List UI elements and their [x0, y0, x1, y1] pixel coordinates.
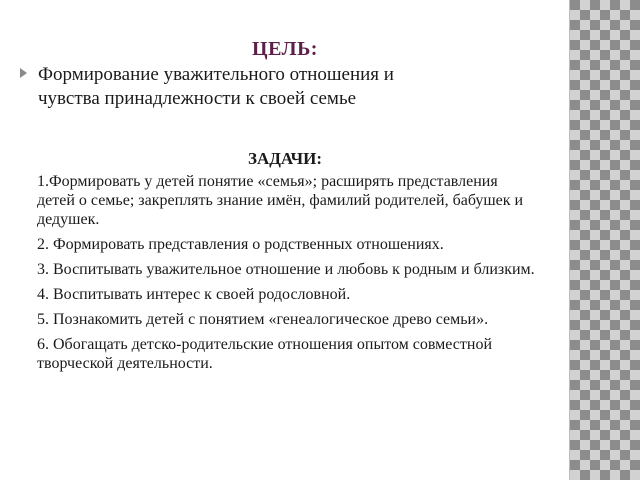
goal-text-line-2: чувства принадлежности к своей семье: [38, 88, 357, 109]
decorative-pattern-strip: [569, 0, 640, 480]
task-item-5: 5. Познакомить детей с понятием «генеалогическое древо семьи».: [37, 311, 489, 328]
task-item-3: 3. Воспитывать уважительное отношение и любовь к родным и близким.: [37, 261, 535, 278]
bullet-arrow-icon: [20, 68, 27, 78]
goal-bullet-item: [38, 63, 498, 111]
task-item-6: 6. Обогащать детско-родительские отношения опытом совместной творческой деятельности.: [37, 336, 493, 372]
task-item-4: 4. Воспитывать интерес к своей родословной.: [37, 286, 351, 303]
goal-text-line-1: Формирование уважительного отношения и: [38, 64, 394, 85]
tasks-list: [37, 172, 537, 379]
tasks-title: ЗАДАЧИ:: [247, 149, 322, 168]
task-item-1: 1.Формировать у детей понятие «семья»; расширять представления детей о семье; закреплять знание имён, фамилий родителей, бабушек и дедушек.: [37, 173, 524, 228]
goal-title: ЦЕЛЬ:: [252, 38, 318, 60]
task-item-2: 2. Формировать представления о родственных отношениях.: [37, 236, 444, 253]
